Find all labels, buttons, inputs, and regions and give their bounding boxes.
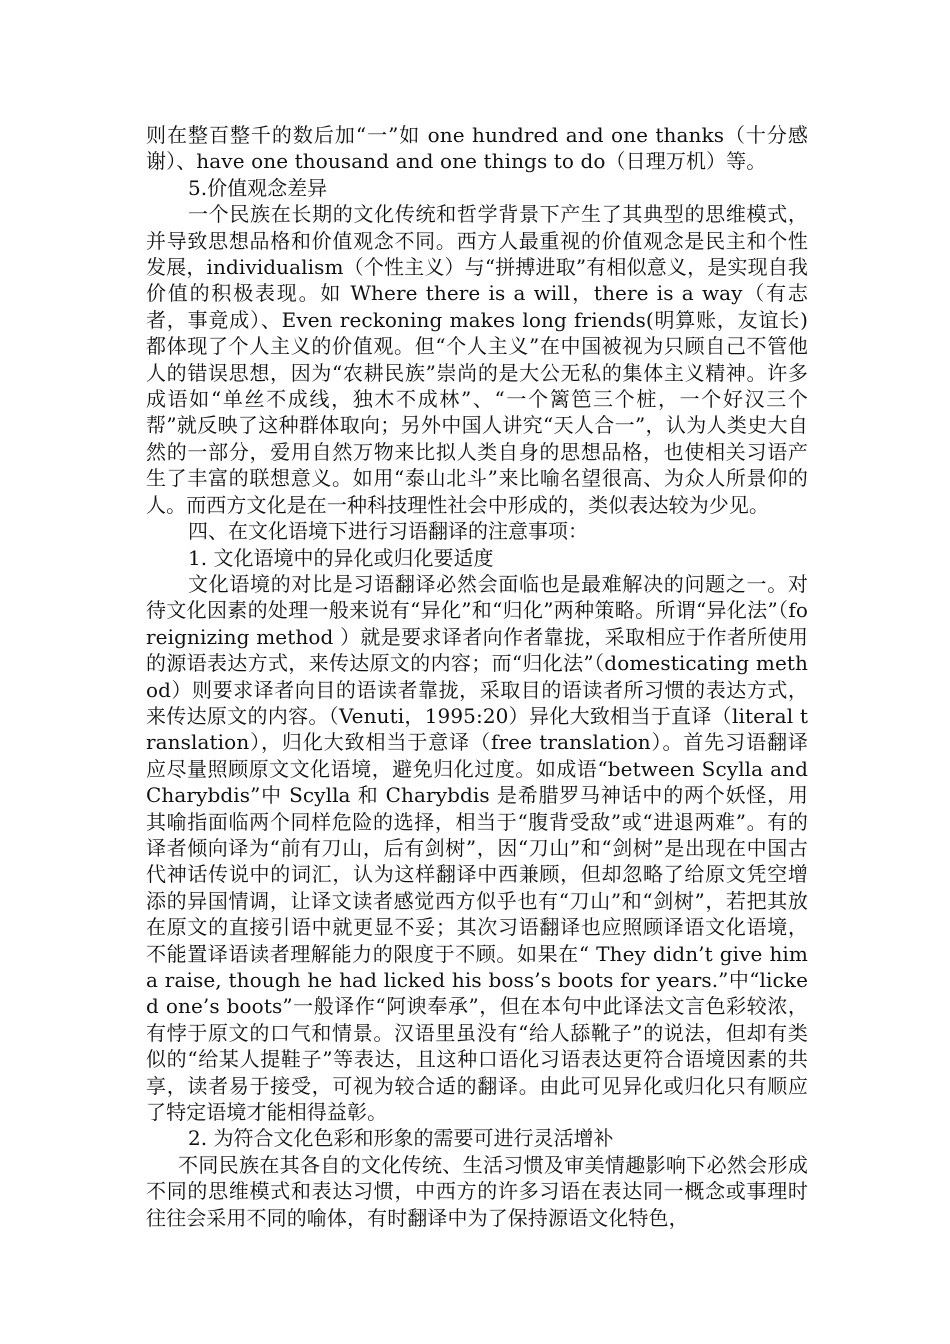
subsection-heading-foreignization: 1. 文化语境中的异化或归化要适度: [188, 545, 494, 570]
paragraph-cultural-imagery: 不同民族在其各自的文化传统、生活习惯及审美情趣影响下必然会形成不同的思维模式和表达习惯，中西方的许多习语在表达同一概念或事理时往往会采用不同的喻体，有时翻译中为了保持源语文化特色，: [146, 1152, 808, 1230]
document-page: [146, 122, 808, 1231]
subsection-heading-flexible-supplement: 2. 为符合文化色彩和形象的需要可进行灵活增补: [188, 1126, 614, 1151]
section-heading-value-differences: 5.价值观念差异: [188, 175, 328, 200]
section-heading-translation-notes: 四、在文化语境下进行习语翻译的注意事项：: [188, 519, 588, 544]
paragraph-foreignization-domestication: 文化语境的对比是习语翻译必然会面临也是最难解决的问题之一。对待文化因素的处理一般来说有“异化”和“归化”两种策略。所谓“异化法”（foreignizing method ）就是要求译者向作者靠拢，采取相应于作者所使用的源语表达方式，来传达原文的内容；而“归化法”（domesticating method）则要求译者向目的语读者靠拢，采取目的语读者所习惯的表达方式，来传达原文的内容。（Venuti，1995:20）异化大致相当于直译（literal translation），归化大致相当于意译（free translation）。首先习语翻译应尽量照顾原文文化语境，避免归化过度。如成语“between Scylla and Charybdis”中 Scylla 和 Charybdis 是希腊罗马神话中的两个妖怪，用其喻指面临两个同样危险的选择，相当于“腹背受敌”或“进退两难”。有的译者倾向译为“前有刀山，后有剑树”，因“刀山”和“剑树”是出现在中国古代神话传说中的词汇，认为这样翻译中西兼顾，但却忽略了给原文凭空增添的异国情调，让译文读者感觉西方似乎也有“刀山”和“剑树”，若把其放在原文的直接引语中就更显不妥；其次习语翻译也应照顾译语文化语境，不能置译语读者理解能力的限度于不顾。如果在“ They didn’t give him a raise, though he had licked his boss’s boots for years.”中“licked one’s boots”一般译作“阿谀奉承”，但在本句中此译法文言色彩较浓，有悖于原文的口气和情景。汉语里虽没有“给人舔靴子”的说法，但却有类似的“给某人提鞋子”等表达，且这种口语化习语表达更符合语境因素的共享，读者易于接受，可视为较合适的翻译。由此可见异化或归化只有顺应了特定语境才能相得益彰。: [146, 571, 808, 1125]
paragraph-value-concepts: 一个民族在长期的文化传统和哲学背景下产生了其典型的思维模式，并导致思想品格和价值观念不同。西方人最重视的价值观念是民主和个性发展，individualism（个性主义）与“拼搏进取”有相似意义，是实现自我价值的积极表现。如 Where there is a will，there is a way（有志者，事竟成）、Even reckoning makes long friends(明算账，友谊长)都体现了个人主义的价值观。但“个人主义”在中国被视为只顾自己不管他人的错误思想，因为“农耕民族”崇尚的是大公无私的集体主义精神。许多成语如“单丝不成线，独木不成林”、“一个篱笆三个桩，一个好汉三个帮”就反映了这种群体取向；另外中国人讲究“天人合一”，认为人类史大自然的一部分，爱用自然万物来比拟人类自身的思想品格，也使相关习语产生了丰富的联想意义。如用“泰山北斗”来比喻名望很高、为众人所景仰的人。而西方文化是在一种科技理性社会中形成的，类似表达较为少见。: [146, 202, 808, 517]
paragraph-numeral-idioms: 则在整百整千的数后加“一”如 one hundred and one thanks（十分感谢）、have one thousand and one things to do（日理万机）等。: [146, 123, 808, 174]
